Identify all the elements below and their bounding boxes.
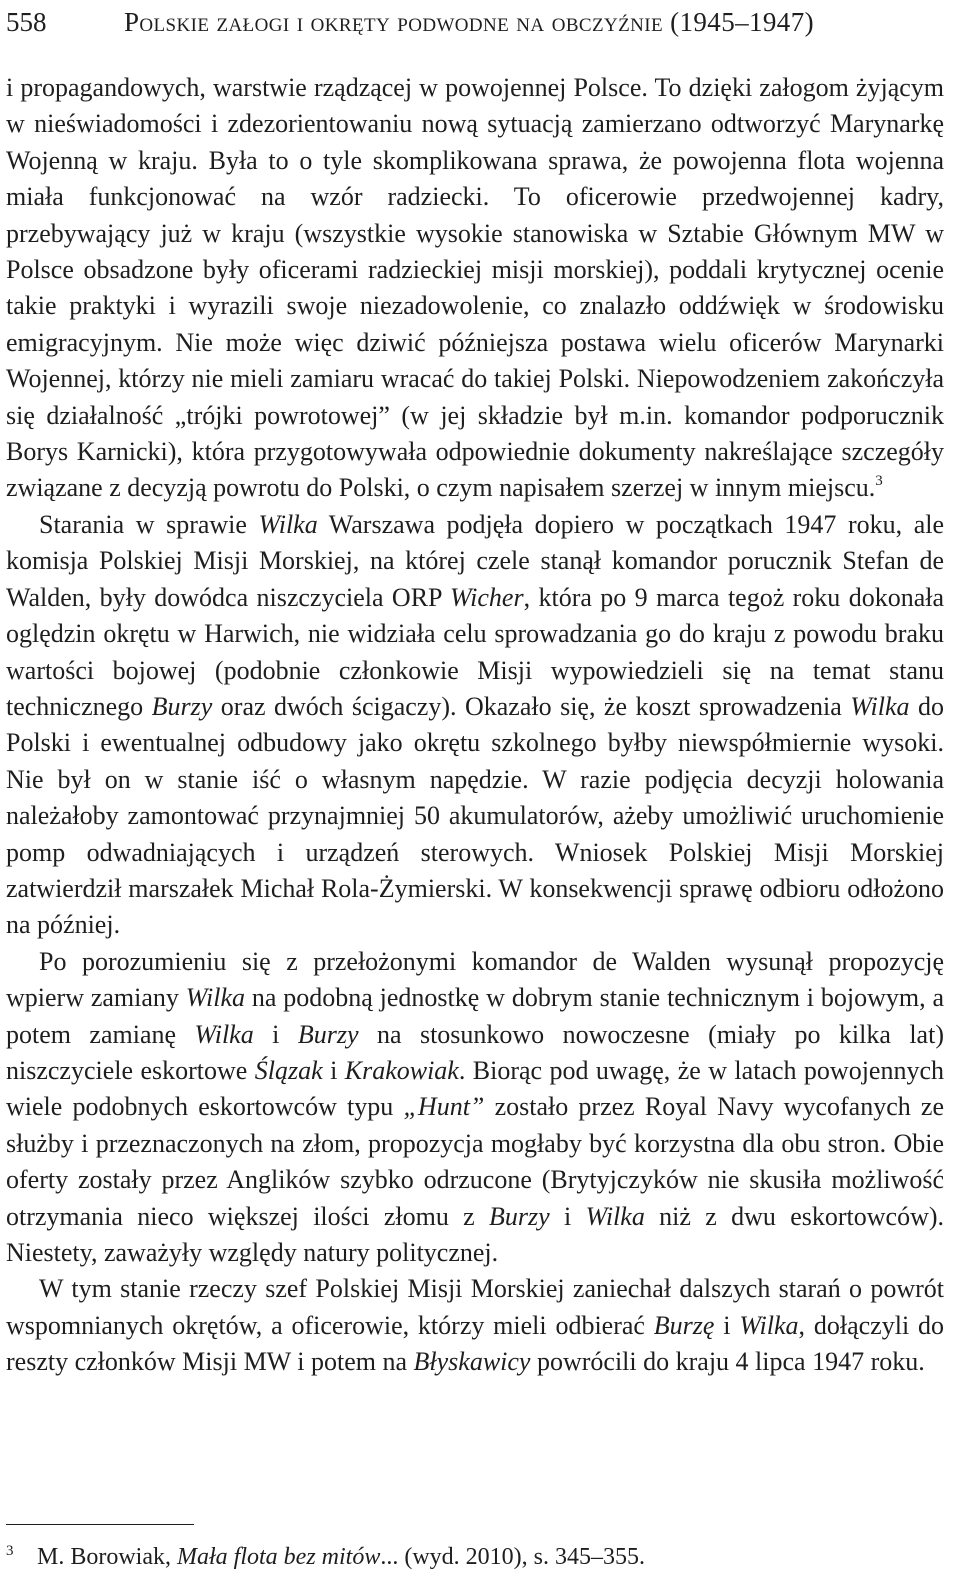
text-run: i <box>549 1201 586 1231</box>
text-run: niż z dwu eskortowców). Niestety, zaważyły względy natury politycznej. <box>6 1201 945 1267</box>
paragraph <box>6 70 944 507</box>
italic-text: Wicher <box>449 582 524 612</box>
italic-text: Mała flota bez mitów <box>177 1544 381 1570</box>
text-run: . Biorąc pod uwagę, że w latach powojennych wiele podobnych eskortowców typu <box>6 1055 945 1122</box>
italic-text: Burzy <box>297 1019 359 1049</box>
text-run: , która po 9 marca tegoż roku dokonała oględzin okrętu w Harwich, nie widziała celu sprowadzania go do kraju z powodu braku wartości bojowej (podobnie członkowie Misji wypowiedzieli się na temat stanu technicznego <box>6 582 944 721</box>
text-run: , dołączyli do reszty członków Misji MW i potem na <box>6 1310 944 1377</box>
italic-text: Ślązak <box>254 1055 323 1085</box>
text-run: W tym stanie rzeczy szef Polskiej Misji Morskiej zaniechał dalszych starań o powrót wspomnianych okrętów, a oficerowie, którzy mieli odbierać <box>6 1274 944 1340</box>
text-run: na stosunkowo nowoczesne (miały po kilka lat) niszczyciele eskortowe <box>6 1019 944 1085</box>
text-run: ... (wyd. 2010), s. 345–355. <box>380 1544 645 1570</box>
italic-text: Wilka <box>850 691 910 721</box>
paragraph <box>6 944 944 1272</box>
text-run: Po porozumieniu się z przełożonymi komandor de Walden wysunął propozycję wpierw zamiany <box>6 946 944 1013</box>
running-title: Polskie załogi i okręty podwodne na obczyźnie (1945–1947) <box>124 7 814 37</box>
paragraph <box>6 1271 944 1380</box>
italic-text: Błyskawicy <box>413 1347 531 1377</box>
text-run: oraz dwóch ścigaczy). Okazało się, że koszt sprowadzenia <box>212 691 851 721</box>
page-header <box>6 4 946 40</box>
italic-text: Burzy <box>151 691 213 721</box>
text-run: zostało przez Royal Navy wycofanych ze służby i przeznaczonych na złom, propozycja mogłaby być korzystna dla obu stron. Obie oferty zostały przez Anglików szybko odrzucone (Brytyjczyków nie skusiła możliwość otrzymania nieco większej ilości złomu z <box>6 1092 945 1231</box>
paragraph <box>6 507 944 944</box>
italic-text: Wilka <box>185 983 245 1013</box>
page-number: 558 <box>6 7 47 37</box>
italic-text: Burzy <box>489 1201 550 1231</box>
footnote-separator <box>6 1524 194 1525</box>
text-run: Starania w sprawie <box>39 509 259 539</box>
italic-text: „Hunt” <box>403 1092 485 1122</box>
text-run: na podobną jednostkę w dobrym stanie technicznym i bojowym, a potem zamianę <box>6 983 944 1049</box>
text-run: i <box>714 1310 740 1340</box>
footnote-reference: 3 <box>875 473 883 490</box>
italic-text: Wilka <box>585 1201 645 1231</box>
text-run: i <box>322 1055 345 1085</box>
text-run: powrócili do kraju 4 lipca 1947 roku. <box>530 1347 925 1377</box>
italic-text: Wilka <box>258 509 318 539</box>
text-run: do Polski i ewentualnej odbudowy jako okrętu szkolnego byłby niewspółmiernie wysoki. Nie był on w stanie iść o własnym napędzie. W razie podjęcia decyzji holowania należałoby zamontować przynajmniej 50 akumulatorów, ażeby umożliwić uruchomienie pomp odwadniających i urządzeń sterowych. Wniosek Polskiej Misji Morskiej zatwierdził marszałek Michał Rola-Żymierski. W konsekwencji sprawę odbioru odłożono na później. <box>6 691 944 940</box>
text-run: i <box>253 1019 298 1049</box>
italic-text: Burzę <box>653 1310 715 1340</box>
text-run: M. Borowiak, <box>37 1544 177 1570</box>
text-run: Warszawa podjęła dopiero w początkach 1947 roku, ale komisja Polskiej Misji Morskiej, na której czele stanął komandor porucznik Stefan de Walden, były dowódca niszczyciela ORP <box>6 509 944 612</box>
footnote: 3 M. Borowiak, Mała flota bez mitów... (wyd. 2010), s. 345–355. <box>6 1543 645 1570</box>
text-run: i propagandowych, warstwie rządzącej w powojennej Polsce. To dzięki załogom żyjącym w nieświadomości i zdezorientowaniu nową sytuacją zamierzano odtworzyć Marynarkę Wojenną w kraju. Była to o tyle skomplikowana sprawa, że powojenna flota wojenna miała funkcjonować na wzór radziecki. To oficerowie przedwojennej kadry, przebywający już w kraju (wszystkie wysokie stanowiska w Sztabie Głównym MW w Polsce obsadzone były oficerami radzieckiej misji morskiej), poddali krytycznej ocenie takie praktyki i wyrazili swoje niezadowolenie, co znalazło oddźwięk w środowisku emigracyjnym. Nie może więc dziwić późniejsza postawa wielu oficerów Marynarki Wojennej, którzy nie mieli zamiaru wracać do takiej Polski. Niepowodzeniem zakończyła się działalność „trójki powrotowej” (w jej składzie był m.in. komandor podporucznik Borys Karnicki), która przygotowywała odpowiednie dokumenty nakreślające szczegóły związane z decyzją powrotu do Polski, o czym napisałem szerzej w innym miejscu. <box>6 73 944 503</box>
italic-text: Krakowiak <box>344 1055 459 1085</box>
italic-text: Wilka <box>194 1019 254 1049</box>
italic-text: Wilka <box>739 1310 799 1340</box>
footnote-text <box>37 1544 645 1570</box>
body-text <box>6 70 944 1381</box>
